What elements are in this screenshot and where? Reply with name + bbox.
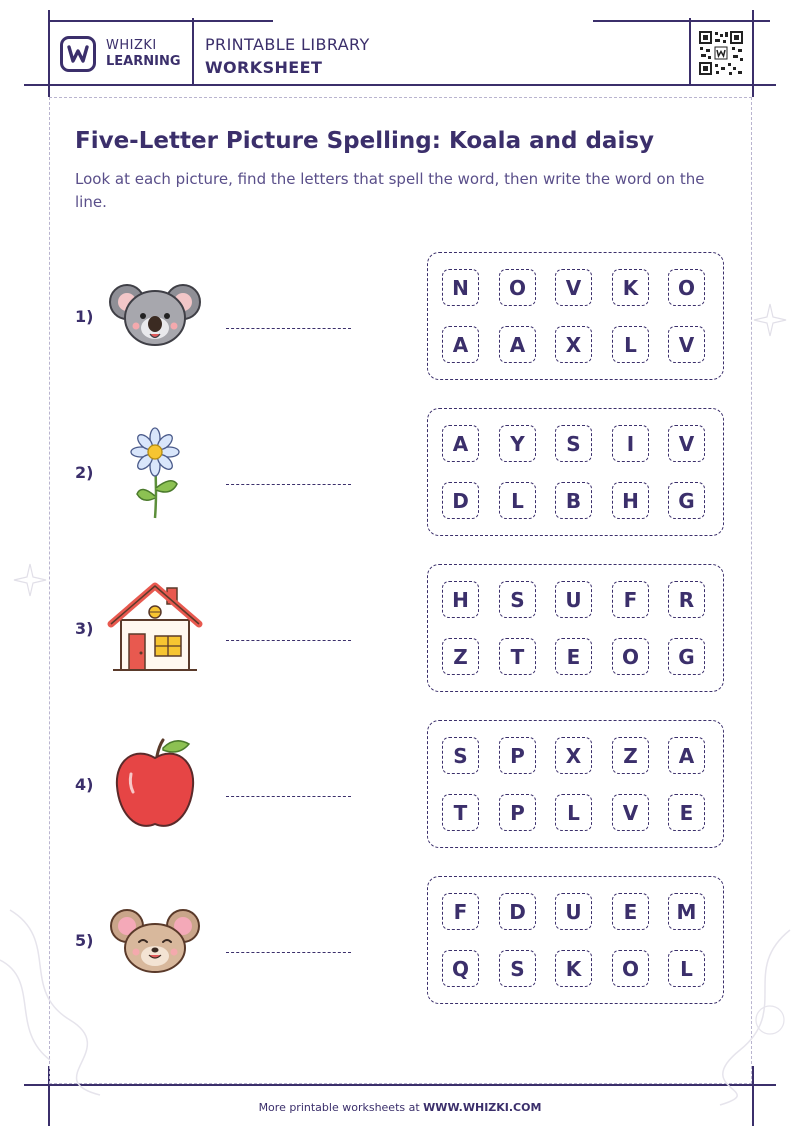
footer-text — [0, 1101, 800, 1114]
letter-tile[interactable]: N — [442, 269, 479, 306]
worksheet-instructions: Look at each picture, find the letters that spell the word, then write the word on the line. — [75, 170, 705, 211]
letter-tile[interactable]: E — [668, 794, 705, 831]
letter-tile[interactable]: O — [612, 638, 649, 675]
letter-tile[interactable]: I — [612, 425, 649, 462]
sparkle-doodle-icon — [10, 560, 50, 600]
answer-line[interactable] — [226, 640, 351, 641]
letter-tile[interactable]: V — [668, 326, 705, 363]
answer-line[interactable] — [226, 952, 351, 953]
header-right-vertical-rule — [752, 10, 754, 97]
answer-line[interactable] — [226, 796, 351, 797]
letter-tile[interactable]: V — [612, 794, 649, 831]
letter-tile[interactable]: G — [668, 638, 705, 675]
apple-icon — [105, 734, 205, 834]
header-top-rule-left — [48, 20, 273, 22]
letter-box-group — [427, 252, 724, 380]
question-number: 4) — [75, 775, 94, 794]
letter-tile[interactable]: F — [442, 893, 479, 930]
letter-tile[interactable]: T — [499, 638, 536, 675]
daisy-icon — [105, 422, 205, 522]
letter-tile[interactable]: T — [442, 794, 479, 831]
letter-box-group — [427, 408, 724, 536]
header-right-divider-rule — [689, 18, 691, 85]
question-number: 2) — [75, 463, 94, 482]
letter-tile[interactable]: O — [499, 269, 536, 306]
worksheet-title: Five-Letter Picture Spelling: Koala and daisy — [75, 128, 655, 154]
letter-tile[interactable]: Y — [499, 425, 536, 462]
answer-line[interactable] — [226, 484, 351, 485]
library-label: PRINTABLE LIBRARY — [205, 35, 370, 54]
letter-tile[interactable]: P — [499, 737, 536, 774]
letter-tile[interactable]: P — [499, 794, 536, 831]
letter-tile[interactable]: F — [612, 581, 649, 618]
footer-prefix: More printable worksheets at — [258, 1101, 424, 1114]
header-divider-rule — [192, 18, 194, 85]
swirl-doodle-icon — [0, 900, 120, 1100]
letter-tile[interactable]: A — [668, 737, 705, 774]
letter-tile[interactable]: D — [442, 482, 479, 519]
letter-tile[interactable]: V — [555, 269, 592, 306]
koala-icon — [105, 266, 205, 366]
brand-name-line2: LEARNING — [106, 54, 181, 69]
letter-tile[interactable]: Z — [612, 737, 649, 774]
letter-tile[interactable]: G — [668, 482, 705, 519]
question-number: 5) — [75, 931, 94, 950]
mouse-icon — [105, 890, 205, 990]
letter-tile[interactable]: X — [555, 326, 592, 363]
worksheet-label: WORKSHEET — [205, 58, 323, 77]
header-top-rule-right — [593, 20, 770, 22]
question-number: 1) — [75, 307, 94, 326]
letter-box-group — [427, 564, 724, 692]
footer-site-link[interactable]: WWW.WHIZKI.COM — [423, 1101, 542, 1114]
letter-tile[interactable]: U — [555, 581, 592, 618]
footer-top-rule — [24, 1084, 776, 1086]
letter-tile[interactable]: L — [612, 326, 649, 363]
letter-tile[interactable]: O — [612, 950, 649, 987]
answer-line[interactable] — [226, 328, 351, 329]
letter-tile[interactable]: S — [555, 425, 592, 462]
letter-tile[interactable]: L — [668, 950, 705, 987]
letter-tile[interactable]: X — [555, 737, 592, 774]
letter-tile[interactable]: O — [668, 269, 705, 306]
letter-tile[interactable]: H — [442, 581, 479, 618]
letter-tile[interactable]: D — [499, 893, 536, 930]
letter-box-group — [427, 720, 724, 848]
letter-tile[interactable]: V — [668, 425, 705, 462]
letter-tile[interactable]: L — [499, 482, 536, 519]
question-number: 3) — [75, 619, 94, 638]
letter-tile[interactable]: M — [668, 893, 705, 930]
letter-tile[interactable]: K — [612, 269, 649, 306]
header-left-vertical-rule — [48, 10, 50, 97]
letter-tile[interactable]: K — [555, 950, 592, 987]
letter-tile[interactable]: S — [499, 581, 536, 618]
letter-tile[interactable]: A — [442, 326, 479, 363]
w-logo-icon — [60, 36, 96, 72]
letter-box-group — [427, 876, 724, 1004]
letter-tile[interactable]: Q — [442, 950, 479, 987]
brand-name-line1: WHIZKI — [106, 38, 157, 53]
letter-tile[interactable]: E — [612, 893, 649, 930]
letter-tile[interactable]: B — [555, 482, 592, 519]
sparkle-doodle-icon — [750, 300, 790, 340]
letter-tile[interactable]: L — [555, 794, 592, 831]
house-icon — [105, 578, 205, 678]
letter-tile[interactable]: A — [442, 425, 479, 462]
letter-tile[interactable]: U — [555, 893, 592, 930]
letter-tile[interactable]: R — [668, 581, 705, 618]
letter-tile[interactable]: Z — [442, 638, 479, 675]
letter-tile[interactable]: E — [555, 638, 592, 675]
header-bottom-rule — [24, 84, 776, 86]
letter-tile[interactable]: S — [499, 950, 536, 987]
qr-code-icon — [698, 30, 744, 76]
letter-tile[interactable]: S — [442, 737, 479, 774]
letter-tile[interactable]: A — [499, 326, 536, 363]
letter-tile[interactable]: H — [612, 482, 649, 519]
